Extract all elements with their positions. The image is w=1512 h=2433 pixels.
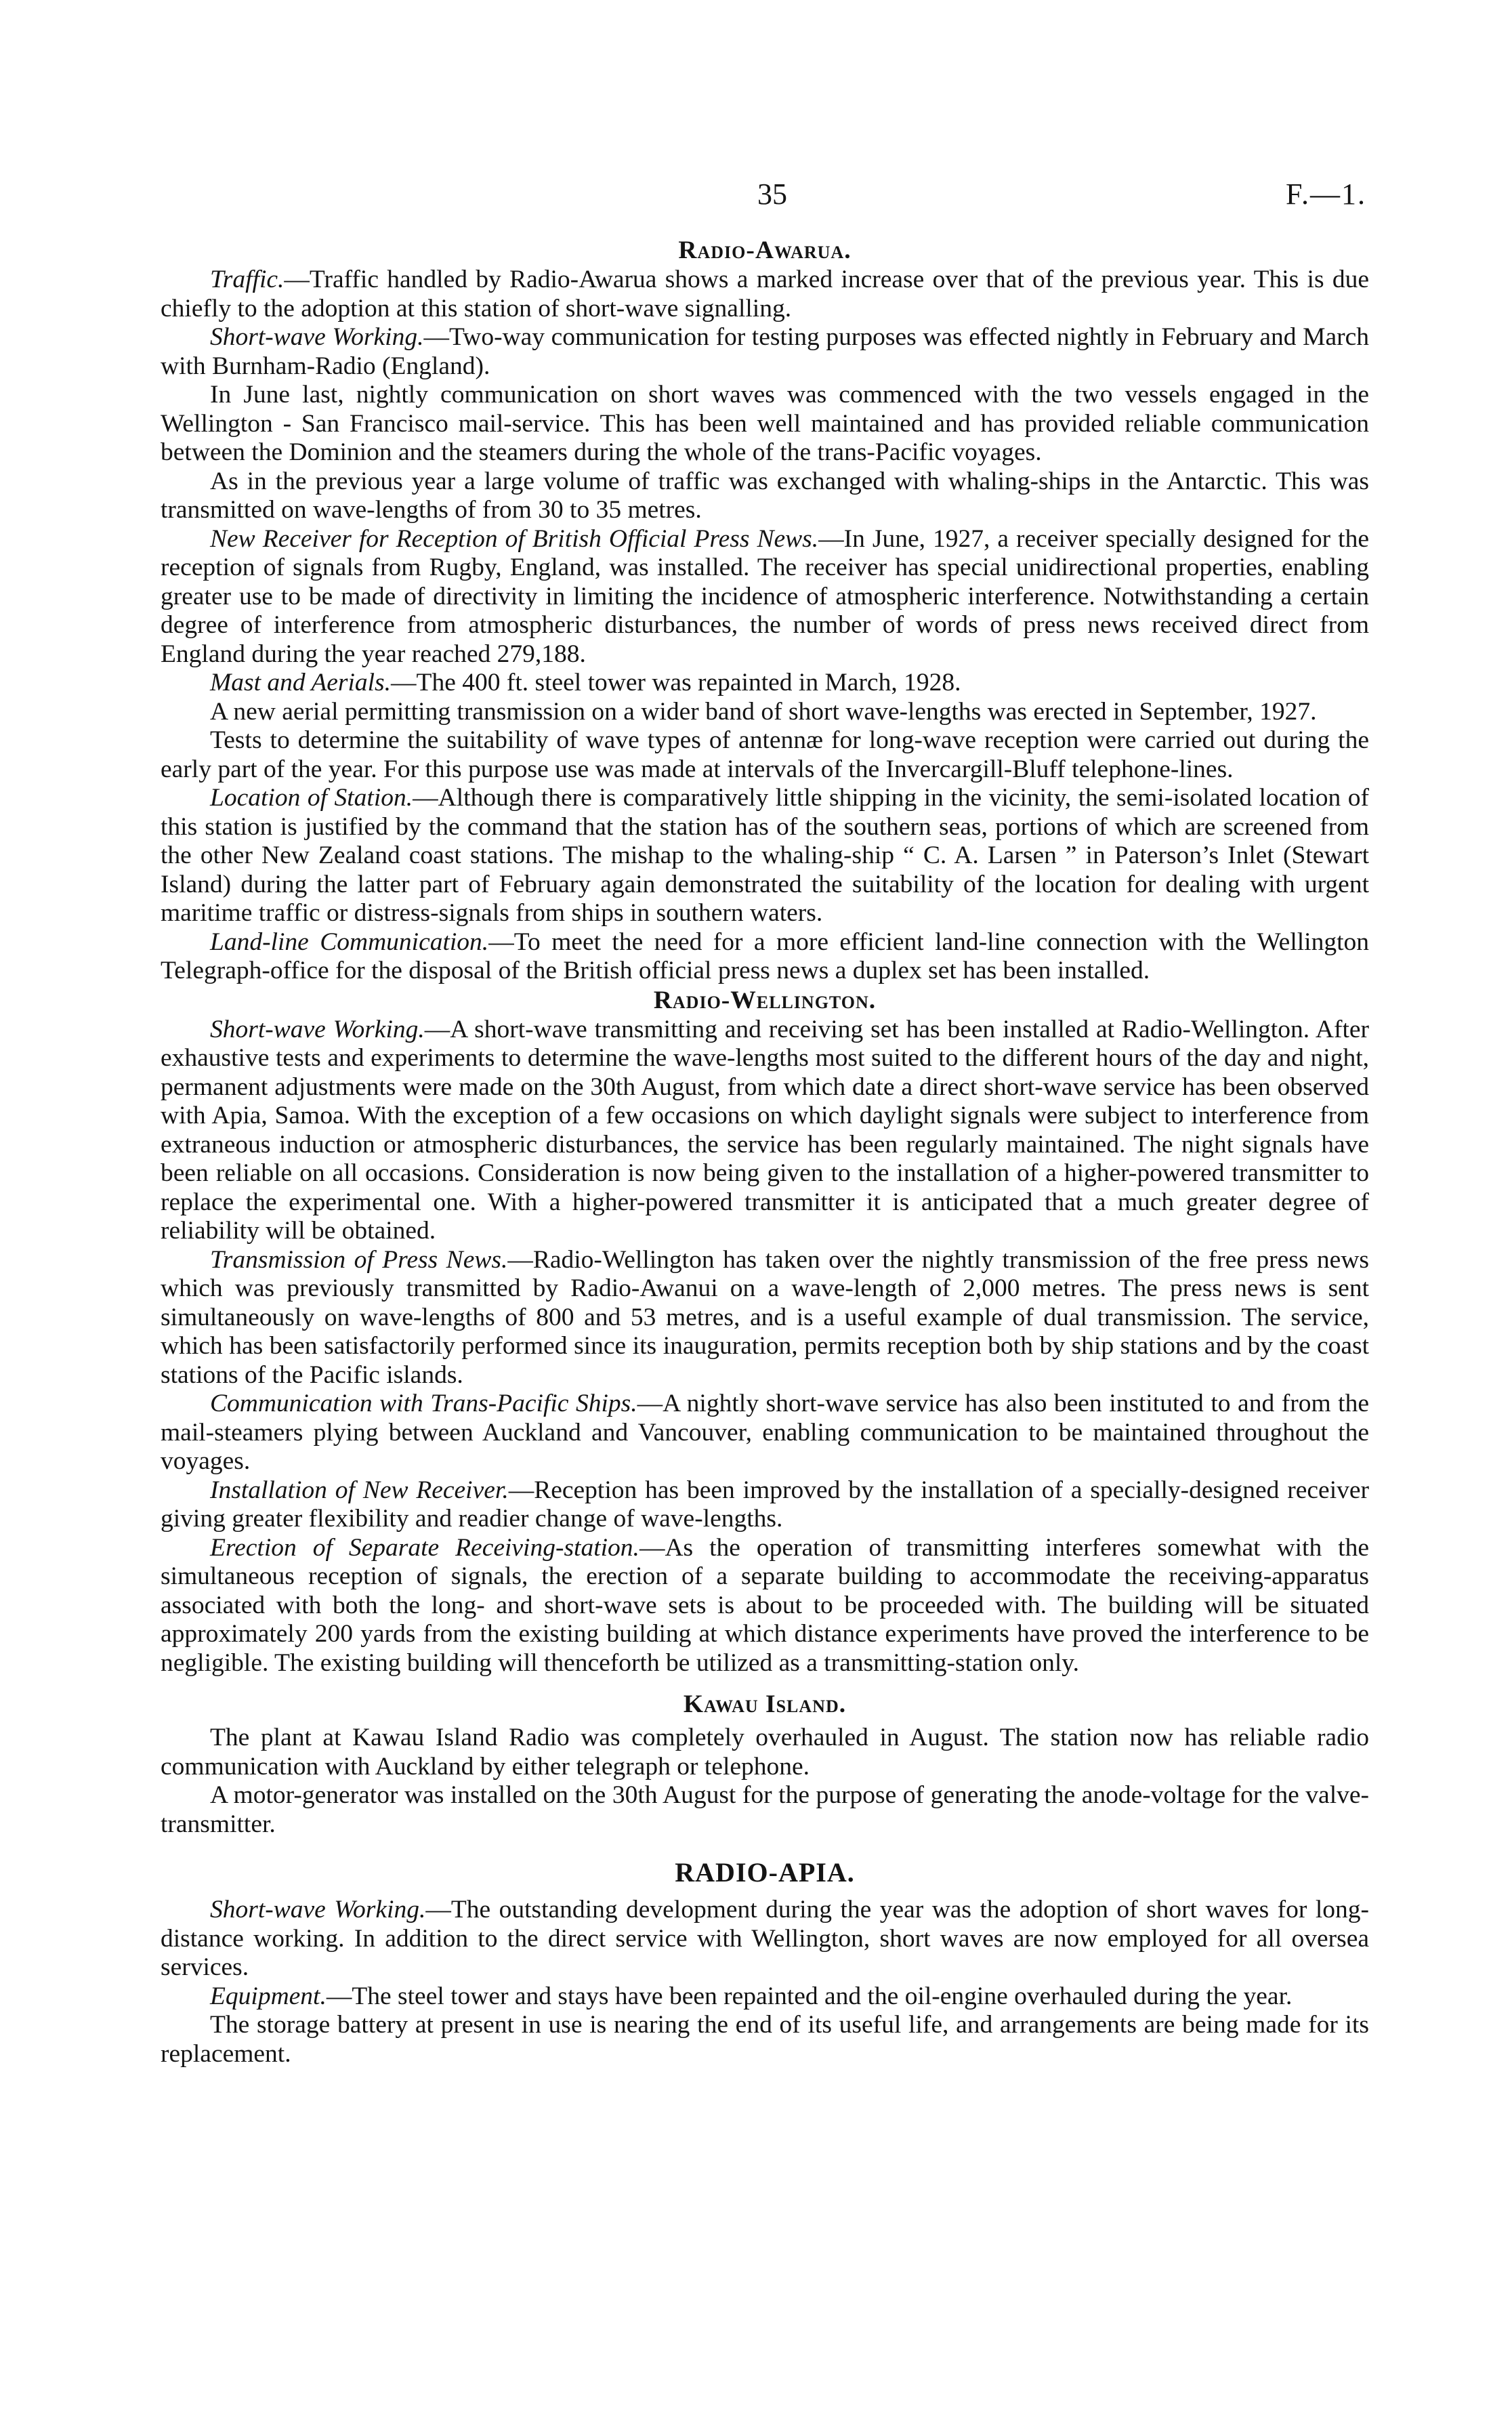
paragraph-text: —Two-way communication for testing purposes was effected nightly in February and March with Burnham-Radio (England). [161,323,1369,380]
section-radio-wellington [161,986,1369,1678]
paragraph-heading: Short-wave Working. [210,1896,426,1923]
paragraph-text: —The outstanding development during the year was the adoption of short waves for long-distance working. In addition to the direct service with Wellington, short waves are now employed for all oversea services. [161,1896,1369,1981]
paragraph [161,928,1369,986]
paragraph [161,1246,1369,1390]
paragraph-text: Tests to determine the suitability of wave types of antennæ for long-wave reception were carried out during the early part of the year. For this purpose use was made at intervals of the Invercargill-Bluff telephone-lines. [161,726,1369,783]
paragraph [161,1896,1369,1982]
paragraph-text: In June last, nightly communication on short waves was commenced with the two vessels engaged in the Wellington - San Francisco mail-service. This has been well maintained and has provided reliable communication between the Dominion and the steamers during the whole of the trans-Pacific voyages. [161,381,1369,466]
paragraph-heading: Transmission of Press News. [210,1245,508,1274]
paragraph-text: As in the previous year a large volume of traffic was exchanged with whaling-ships in the Antarctic. This was transmitted on wave-lengths of from 30 to 35 metres. [161,467,1369,524]
paragraph [161,1016,1369,1246]
document-reference: F.—1. [1286,178,1366,211]
paragraph-heading: Short-wave Working. [210,323,424,351]
section-radio-apia [161,1858,1369,2068]
paragraph [161,1724,1369,1781]
paragraph-text: —In June, 1927, a receiver specially designed for the reception of signals from Rugby, England, was installed. The receiver has special unidirectional properties, enabling greater use to be made of directivity in limiting the incidence of atmospheric interference. Notwithstanding a certain degree of interference from atmospheric disturbances, the number of words of press news received direct from England during the year reached 279,188. [161,524,1369,668]
paragraph [161,784,1369,928]
page-number: 35 [757,178,787,211]
paragraph-heading: Communication with Trans-Pacific Ships. [210,1390,637,1417]
paragraph [161,525,1369,669]
paragraph [161,1982,1369,2012]
paragraph [161,698,1369,727]
paragraph-heading: Mast and Aerials. [210,669,392,696]
paragraph-text: —The 400 ft. steel tower was repainted in March, 1928. [391,669,961,696]
paragraph-text: A motor-generator was installed on the 30th August for the purpose of generating the anode-voltage for the valve-transmitter. [161,1781,1369,1838]
paragraph [161,1390,1369,1476]
paragraph-text: —As the operation of transmitting interferes somewhat with the simultaneous reception of signals, the erection of a separate building to accommodate the receiving-apparatus associated with both the long- and short-wave sets is about to be proceeded with. The building will be situated approximately 200 yards from the existing building at which distance experiments have proved the interference to be negligible. The existing building will thenceforth be utilized as a transmitting-station only. [161,1533,1369,1677]
section-title-radio-apia: RADIO-APIA. [675,1857,855,1888]
paragraph-heading: Land-line Communication. [210,928,489,956]
paragraph-heading: Traffic. [210,266,285,293]
paragraph-text: —Traffic handled by Radio-Awarua shows a marked increase over that of the previous year. This is due chiefly to the adoption at this station of short-wave signalling. [161,266,1369,323]
paragraph [161,1476,1369,1534]
paragraph [161,1781,1369,1839]
paragraph [161,266,1369,323]
paragraph-heading: Installation of New Receiver. [210,1476,509,1504]
page-body [161,236,1369,2068]
paragraph-heading: Equipment. [210,1982,327,2010]
paragraph [161,726,1369,784]
paragraph [161,467,1369,525]
paragraph-text: —The steel tower and stays have been repainted and the oil-engine overhauled during the year. [326,1982,1293,2010]
section-radio-awarua [161,236,1369,986]
paragraph-text: —To meet the need for a more efficient land-line connection with the Wellington Telegraph-office for the disposal of the British official press news a duplex set has been installed. [161,928,1369,984]
section-title-kawau-island: Kawau Island. [683,1690,847,1718]
paragraph-text: The storage battery at present in use is nearing the end of its useful life, and arrangements are being made for its replacement. [161,2011,1369,2068]
paragraph [161,1534,1369,1678]
paragraph-text: —A nightly short-wave service has also been instituted to and from the mail-steamers plying between Auckland and Vancouver, enabling communication to be maintained throughout the voyages. [161,1390,1369,1475]
paragraph-heading: Short-wave Working. [210,1015,425,1043]
paragraph-text: —Radio-Wellington has taken over the nightly transmission of the free press news which was previously transmitted by Radio-Awanui on a wave-length of 2,000 metres. The press news is sent simultaneously on wave-lengths of 800 and 53 metres, and is a useful example of dual transmission. The service, which has been satisfactorily performed since its inauguration, permits reception both by ship stations and by the coast stations of the Pacific islands. [161,1245,1370,1389]
page-header [0,178,1512,218]
paragraph-heading: New Receiver for Reception of British Official Press News. [210,524,819,553]
paragraph [161,381,1369,467]
paragraph-text: —A short-wave transmitting and receiving set has been installed at Radio-Wellington. After exhaustive tests and experiments to determine the wave-lengths most suited to the different hours of the day and night, permanent adjustments were made on the 30th August, from which date a direct short-wave service has been observed with Apia, Samoa. With the exception of a few occasions on which daylight signals were subject to interference from extraneous induction or atmospheric disturbances, the service has been regularly maintained. The night signals have been reliable on all occasions. Consideration is now being given to the installation of a higher-powered transmitter to replace the experimental one. With a higher-powered transmitter it is anticipated that a much greater degree of reliability will be obtained. [161,1015,1369,1245]
section-title-radio-wellington: Radio-Wellington. [653,986,877,1014]
section-title-radio-awarua: Radio-Awarua. [678,236,852,264]
paragraph [161,2011,1369,2068]
paragraph [161,323,1369,381]
paragraph-text: The plant at Kawau Island Radio was completely overhauled in August. The station now has reliable radio communication with Auckland by either telegraph or telephone. [161,1724,1369,1781]
paragraph-text: —Although there is comparatively little shipping in the vicinity, the semi-isolated location of this station is justified by the command that the station has of the southern seas, portions of which are screened from the other New Zealand coast stations. The mishap to the whaling-ship “ C. A. Larsen ” in Paterson’s Inlet (Stewart Island) during the latter part of February again demonstrated the suitability of the location for dealing with urgent maritime traffic or distress-signals from ships in southern waters. [161,784,1370,927]
paragraph-heading: Location of Station. [210,784,413,812]
paragraph-heading: Erection of Separate Receiving-station. [210,1533,639,1562]
paragraph [161,669,1369,698]
paragraph-text: A new aerial permitting transmission on a wider band of short wave-lengths was erected in September, 1927. [210,697,1317,726]
paragraph-text: —Reception has been improved by the installation of a specially-designed receiver giving greater flexibility and readier change of wave-lengths. [161,1476,1369,1533]
section-kawau-island [161,1690,1369,1839]
